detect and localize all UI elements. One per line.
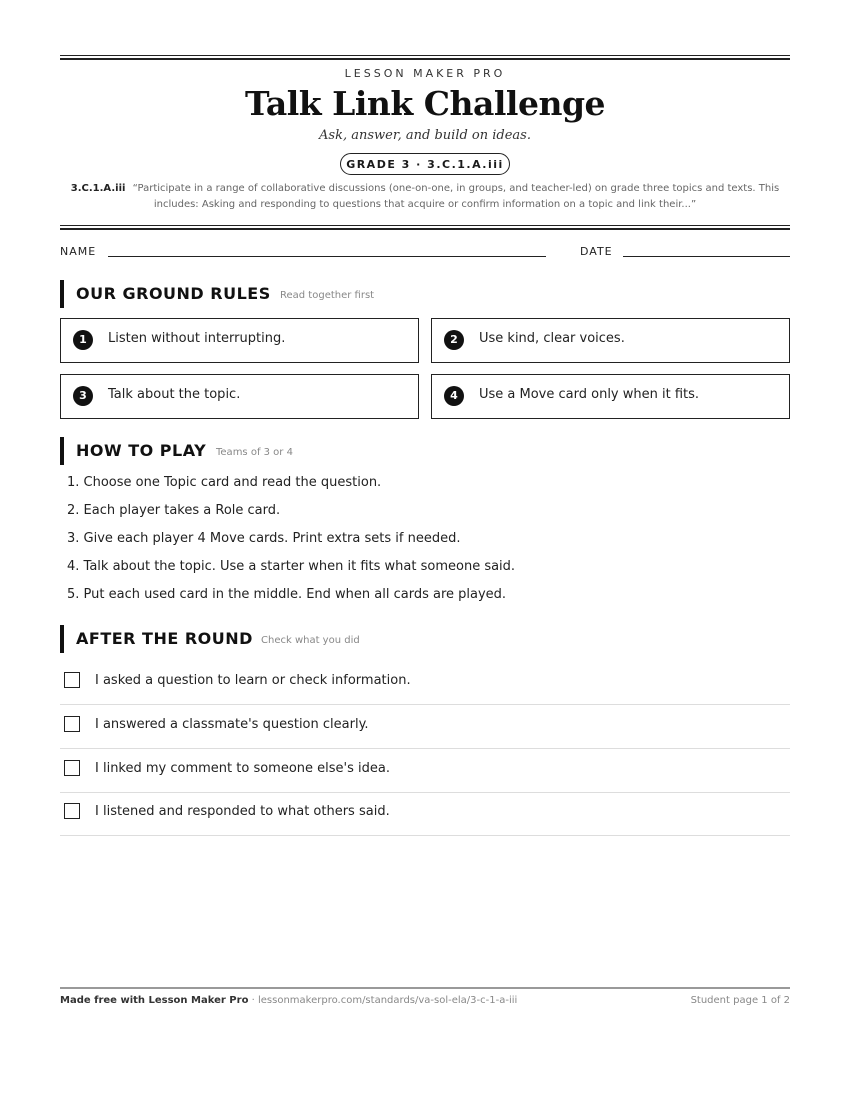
top-double-rule bbox=[60, 55, 790, 60]
rule-number-badge: 4 bbox=[444, 386, 464, 406]
footer bbox=[60, 995, 790, 1006]
page-subtitle: Ask, answer, and build on ideas. bbox=[319, 128, 531, 143]
footer-url[interactable]: · lessonmakerpro.com/standards/va-sol-ela/3-c-1-a-iii bbox=[248, 995, 518, 1006]
step-item: 2. Each player takes a Role card. bbox=[67, 503, 281, 518]
checkbox[interactable] bbox=[64, 803, 80, 819]
checklist-item bbox=[60, 793, 790, 836]
ground-rule-card bbox=[431, 318, 790, 363]
step-item: 1. Choose one Topic card and read the question. bbox=[67, 475, 382, 490]
ground-rules-note: Read together first bbox=[280, 290, 375, 301]
footer-made-with: Made free with Lesson Maker Pro bbox=[60, 995, 249, 1006]
step-item: 5. Put each used card in the middle. End when all cards are played. bbox=[67, 587, 507, 602]
date-field[interactable] bbox=[623, 256, 790, 257]
after-round-heading: AFTER THE ROUND bbox=[76, 629, 253, 648]
how-to-play-steps bbox=[67, 474, 767, 614]
name-field[interactable] bbox=[108, 256, 546, 257]
footer-rule bbox=[60, 987, 790, 989]
section-bar bbox=[60, 437, 64, 465]
checkbox[interactable] bbox=[64, 716, 80, 732]
standard-description bbox=[70, 181, 780, 213]
section-bar bbox=[60, 280, 64, 308]
rule-number-badge: 1 bbox=[73, 330, 93, 350]
step-item: 3. Give each player 4 Move cards. Print extra sets if needed. bbox=[67, 531, 461, 546]
checklist-text: I answered a classmate's question clearly. bbox=[95, 717, 369, 732]
rule-text: Listen without interrupting. bbox=[108, 331, 286, 346]
after-round-note: Check what you did bbox=[261, 635, 360, 646]
standard-text: “Participate in a range of collaborative discussions (one-on-one, in groups, and teacher-led) on grade three topics and texts. This includes: Asking and responding to questions that acquire or confirm information on a topic and link their...” bbox=[132, 183, 780, 210]
checklist-text: I linked my comment to someone else's idea. bbox=[95, 761, 390, 776]
after-round-header bbox=[60, 625, 790, 653]
rule-number-badge: 2 bbox=[444, 330, 464, 350]
step-item: 4. Talk about the topic. Use a starter when it fits what someone said. bbox=[67, 559, 516, 574]
how-to-play-note: Teams of 3 or 4 bbox=[216, 447, 293, 458]
ground-rule-card bbox=[60, 374, 419, 419]
ground-rules-heading: OUR GROUND RULES bbox=[76, 284, 271, 303]
ground-rules-header bbox=[60, 280, 790, 308]
name-label: NAME bbox=[60, 245, 97, 258]
rule-text: Talk about the topic. bbox=[108, 387, 241, 402]
standard-code: 3.C.1.A.iii bbox=[70, 183, 126, 194]
page-number: Student page 1 of 2 bbox=[690, 995, 790, 1006]
checklist-text: I listened and responded to what others said. bbox=[95, 804, 390, 819]
section-bar bbox=[60, 625, 64, 653]
how-to-play-heading: HOW TO PLAY bbox=[76, 441, 207, 460]
checklist-item bbox=[60, 750, 790, 793]
name-date-fields bbox=[60, 245, 790, 261]
checklist-item bbox=[60, 706, 790, 749]
header-bottom-rule bbox=[60, 225, 790, 230]
checklist-item bbox=[60, 662, 790, 705]
checklist-text: I asked a question to learn or check information. bbox=[95, 673, 411, 688]
brand-name: LESSON MAKER PRO bbox=[344, 67, 506, 80]
ground-rule-card bbox=[60, 318, 419, 363]
grade-badge: GRADE 3 · 3.C.1.A.iii bbox=[340, 153, 510, 175]
how-to-play-header bbox=[60, 437, 790, 465]
checkbox[interactable] bbox=[64, 672, 80, 688]
ground-rule-card bbox=[431, 374, 790, 419]
page-title: Talk Link Challenge bbox=[244, 84, 606, 123]
checkbox[interactable] bbox=[64, 760, 80, 776]
rule-number-badge: 3 bbox=[73, 386, 93, 406]
date-label: DATE bbox=[580, 245, 613, 258]
rule-text: Use a Move card only when it fits. bbox=[479, 387, 700, 402]
rule-text: Use kind, clear voices. bbox=[479, 331, 625, 346]
